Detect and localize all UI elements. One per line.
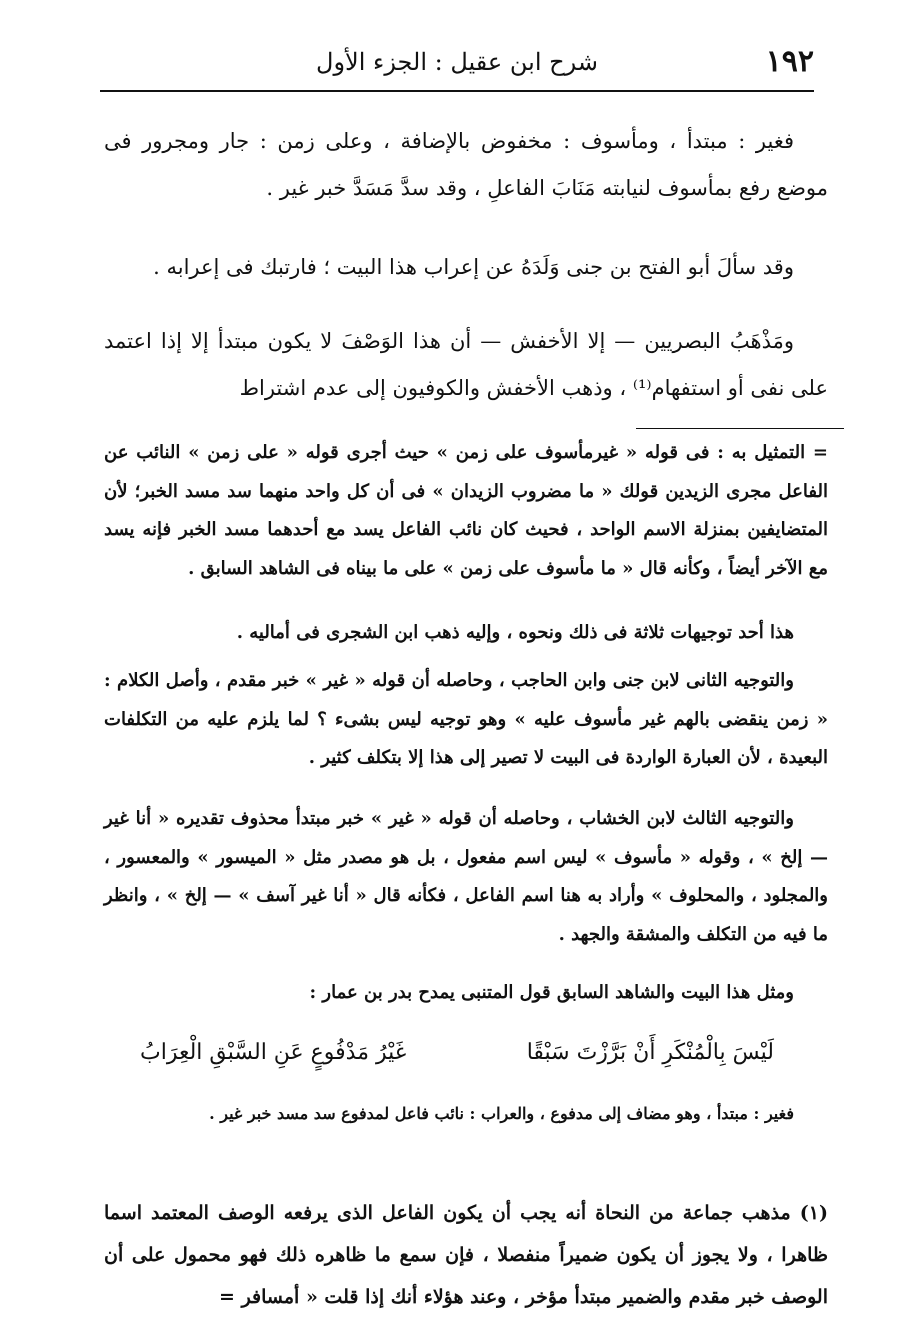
page-number: ١٩٢ [765, 44, 814, 79]
note-second-view: والتوجيه الثانى لابن جنى وابن الحاجب ، وحاصله أن قوله « غير » خبر مقدم ، وأصل الكلام : « زمن ينقضى بالهم غير مأسوف عليه » وهو توجيه ليس بشىء ؟ لما يلزم عليه من التكلفات البعيدة ، لأن العبارة الواردة فى البيت لا تصير إلى هذا إلا بتكلف كثير . [104, 670, 828, 768]
note-example-intro: ومثل هذا البيت والشاهد السابق قول المتنبى يمدح بدر بن عمار : [309, 982, 794, 1003]
note-continuation: = التمثيل به : فى قوله « غيرمأسوف على زمن » حيث أجرى قوله « على زمن » النائب عن الفاعل مجرى الزيدين قولك « ما مضروب الزيدان » فى أن كل واحد منهما سد مسد الخبر؛ لأن المتضايفين بمنزلة الاسم الواحد ، فحيث كان نائب الفاعل يسد مع أحدهما مسد الخبر فإنه يسد مع الآخر أيضاً ، وكأنه قال « ما مأسوف على زمن » على ما بيناه فى الشاهد السابق . [104, 442, 828, 579]
footnote-rule [636, 428, 844, 429]
paragraph-1: فغير : مبتدأ ، ومأسوف : مخفوض بالإضافة ، وعلى زمن : جار ومجرور فى موضع رفع بمأسوف لنيابته مَنَابَ الفاعلِ ، وقد سدَّ مَسَدَّ خبر غير . [104, 129, 828, 200]
verse-first-hemistich: لَيْسَ بِالْمُنْكَرِ أَنْ بَرَّزْتَ سَبْقًا [526, 1040, 774, 1065]
paragraph-3: ومَذْهَبُ البصريين — إلا الأخفش — أن هذا الوَصْفَ لا يكون مبتدأ إلا إذا اعتمد على نفى أو استفهام⁽¹⁾ ، وذهب الأخفش والكوفيون إلى عدم اشتراط [104, 329, 828, 400]
page-header [100, 32, 814, 94]
paragraph-2: وقد سألَ أبو الفتح بن جنى وَلَدَهُ عن إعراب هذا البيت ؛ فارتبك فى إعرابه . [153, 255, 794, 279]
running-title: شرح ابن عقيل : الجزء الأول [316, 48, 598, 76]
note-third-view: والتوجيه الثالث لابن الخشاب ، وحاصله أن قوله « غير » خبر مبتدأ محذوف تقديره « أنا غير — إلخ » ، وقوله « مأسوف » ليس اسم مفعول ، بل هو مصدر مثل « الميسور » والمعسور ، والمجلود ، والمحلوف » وأراد به هنا اسم الفاعل ، فكأنه قال « أنا غير آسف » — إلخ » ، وانظر ما فيه من التكلف والمشقة والجهد . [104, 808, 828, 945]
verse-second-hemistich: غَيْرُ مَدْفُوعٍ عَنِ السَّبْقِ الْعِرَابُ [140, 1040, 407, 1065]
footnote-1: (١) مذهب جماعة من النحاة أنه يجب أن يكون الفاعل الذى يرفعه الوصف المعتمد اسما ظاهرا ، ولا يجوز أن يكون ضميراً منفصلا ، فإن سمع ما ظاهره ذلك فهو محمول على أن الوصف خبر مقدم والضمير مبتدأ مؤخر ، وعند هؤلاء أنك إذا قلت « أمسافر = [104, 1202, 828, 1308]
header-rule [100, 90, 814, 92]
note-parsing: فغير : مبتدأ ، وهو مضاف إلى مدفوع ، والعراب : نائب فاعل لمدفوع سد مسد خبر غير . [209, 1104, 794, 1123]
note-first-view: هذا أحد توجيهات ثلاثة فى ذلك ونحوه ، وإليه ذهب ابن الشجرى فى أماليه . [236, 622, 794, 643]
